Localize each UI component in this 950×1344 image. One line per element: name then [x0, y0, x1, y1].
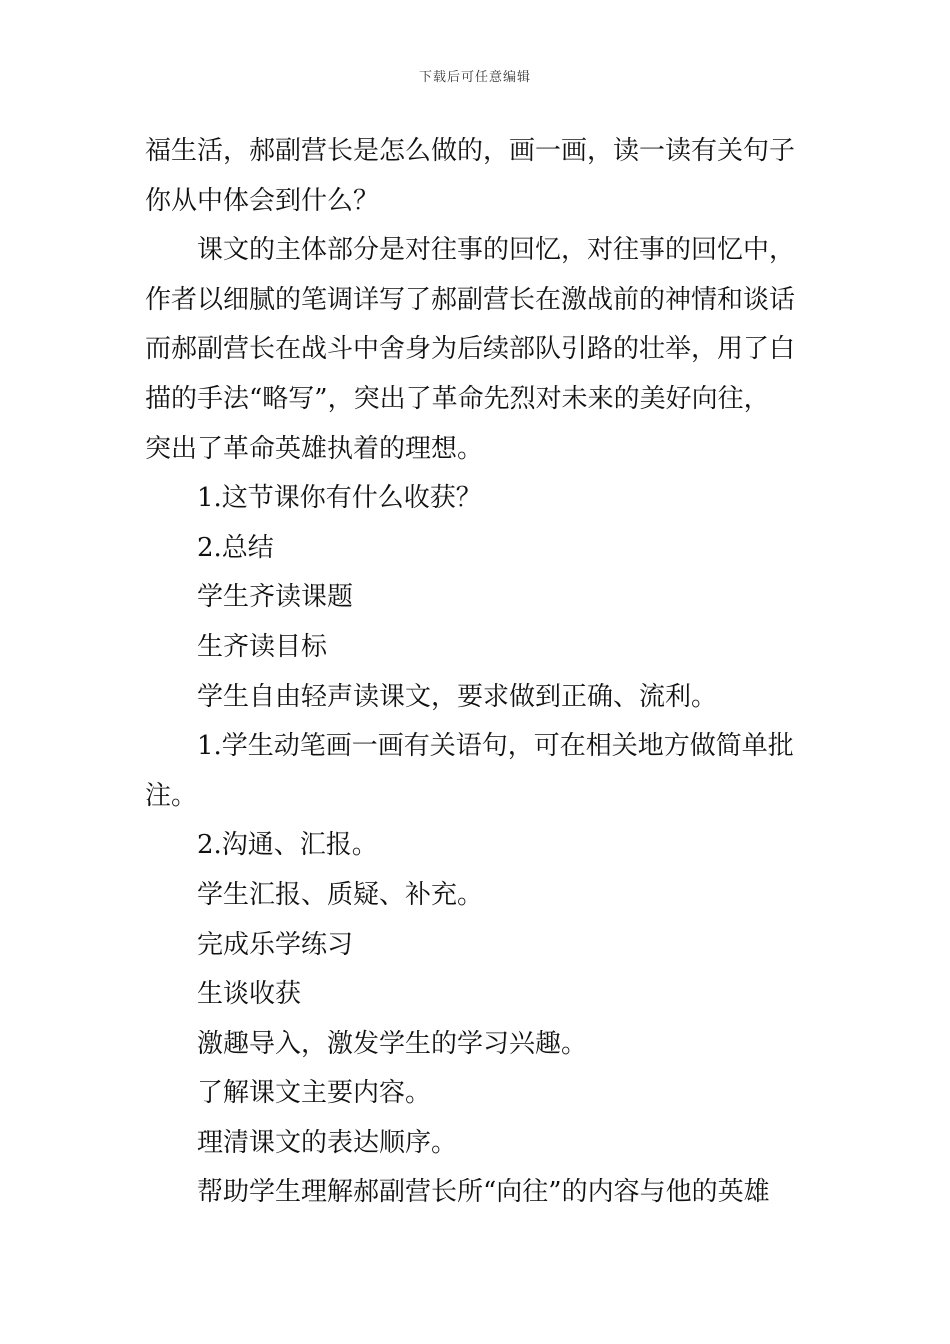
document-body	[145, 127, 810, 1218]
text-line: 描的手法“略写”，突出了革命先烈对未来的美好向往，	[145, 383, 770, 414]
text-line: 你从中体会到什么？	[145, 185, 380, 216]
text-line: 2.沟通、汇报。	[197, 830, 378, 861]
text-line: 作者以细腻的笔调详写了郝副营长在激战前的神情和谈话	[145, 284, 796, 315]
text-line: 1.学生动笔画一画有关语句，可在相关地方做简单批	[197, 731, 794, 762]
text-line: 生谈收获	[197, 979, 302, 1010]
text-line: 突出了革命英雄执着的理想。	[145, 433, 484, 464]
text-line: 1.这节课你有什么收获？	[197, 483, 482, 514]
text-line: 学生齐读课题	[197, 582, 354, 613]
text-line: 课文的主体部分是对往事的回忆，对往事的回忆中，	[197, 235, 796, 266]
page-header: 下载后可任意编辑	[418, 70, 531, 85]
text-line: 帮助学生理解郝副营长所“向往”的内容与他的英雄	[197, 1177, 770, 1208]
text-line: 激趣导入，激发学生的学习兴趣。	[197, 1028, 588, 1059]
text-line: 理清课文的表达顺序。	[197, 1127, 458, 1158]
text-line: 福生活，郝副营长是怎么做的，画一画，读一读有关句子	[145, 136, 796, 166]
text-line: 了解课文主要内容。	[197, 1078, 432, 1109]
text-line: 注。	[145, 780, 198, 811]
text-line: 学生自由轻声读课文，要求做到正确、流利。	[197, 681, 718, 712]
text-line: 而郝副营长在战斗中舍身为后续部队引路的壮举，用了白	[145, 334, 796, 365]
text-line: 完成乐学练习	[197, 929, 354, 960]
text-line: 学生汇报、质疑、补充。	[197, 879, 484, 910]
text-line: 2.总结	[197, 532, 274, 563]
text-line: 生齐读目标	[197, 631, 328, 662]
